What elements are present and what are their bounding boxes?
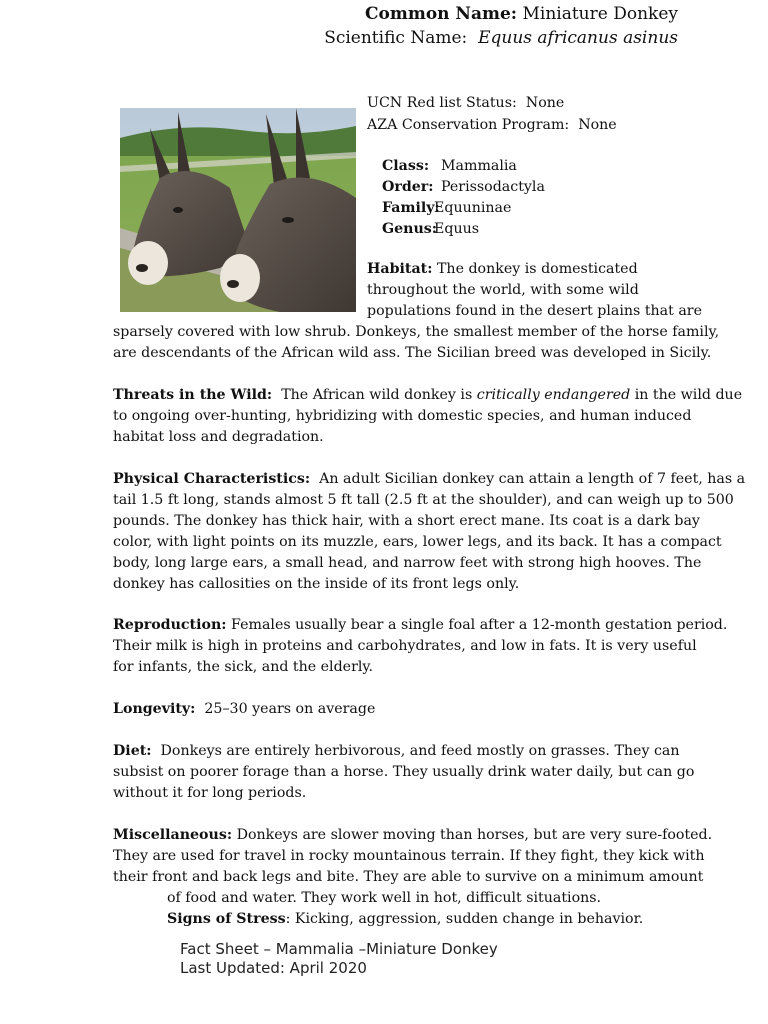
taxonomy-label: Class: (382, 158, 430, 174)
threats-emphasis: critically endangered (476, 387, 631, 403)
longevity-label: Longevity: (113, 701, 196, 717)
misc-section (113, 825, 713, 930)
taxonomy-label: Genus: (382, 221, 437, 237)
scientific-name-line (324, 26, 678, 50)
habitat-line-4: sparsely covered with low shrub. Donkeys, the smallest member of the horse family, (113, 324, 720, 340)
threats-label: Threats in the Wild: (113, 387, 273, 403)
signs-of-stress-label: Signs of Stress (167, 911, 286, 927)
diet-text: Donkeys are entirely herbivorous, and feed mostly on grasses. They can (160, 743, 680, 759)
longevity-value: 25–30 years on average (204, 701, 376, 717)
misc-line: of food and water. They work well in hot, difficult situations. (167, 890, 602, 906)
physical-line: tail 1.5 ft long, stands almost 5 ft tall (2.5 ft at the shoulder), and can weigh up to 500 (113, 492, 734, 508)
taxonomy-value: Perissodactyla (441, 179, 545, 195)
threats-section (113, 385, 743, 448)
common-name-label: Common Name: (364, 4, 518, 24)
misc-label: Miscellaneous: (113, 827, 233, 843)
habitat-label: Habitat: (367, 261, 433, 277)
threats-line: to ongoing over-hunting, hybridizing with domestic species, and human induced (113, 408, 692, 424)
physical-text: An adult Sicilian donkey can attain a length of 7 feet, has a (319, 471, 746, 487)
aza-program-label: AZA Conservation Program: (367, 117, 570, 133)
threats-line: habitat loss and degradation. (113, 429, 324, 445)
diet-line: without it for long periods. (113, 785, 307, 801)
misc-line: They are used for travel in rocky mountainous terrain. If they fight, they kick with (113, 848, 705, 864)
footer-updated: Last Updated: April 2020 (180, 959, 367, 977)
diet-label: Diet: (113, 743, 152, 759)
taxonomy-value: Mammalia (441, 158, 517, 174)
physical-line: donkey has callosities on the inside of its front legs only. (113, 576, 520, 592)
physical-section (113, 469, 746, 595)
taxonomy-row-family (382, 198, 545, 219)
signs-of-stress-text: : Kicking, aggression, sudden change in behavior. (285, 911, 644, 927)
footer-title: Fact Sheet – Mammalia –Miniature Donkey (180, 940, 498, 958)
taxonomy-row-class (382, 156, 545, 177)
longevity-section (113, 699, 683, 720)
common-name-value: Miniature Donkey (522, 4, 678, 24)
scientific-name-label: Scientific Name: (324, 28, 468, 48)
taxonomy-value: Equuninae (434, 200, 512, 216)
common-name-line (365, 2, 678, 26)
threats-text: in the wild due (634, 387, 743, 403)
scientific-name-value: Equus africanus asinus (478, 28, 678, 48)
habitat-line-1 (367, 259, 687, 280)
physical-line: color, with light points on its muzzle, ears, lower legs, and its back. It has a compact (113, 534, 722, 550)
misc-line: their front and back legs and bite. They are able to survive on a minimum amount (113, 869, 704, 885)
reproduction-section (113, 615, 728, 678)
donkeys-photo (120, 108, 356, 312)
habitat-line-2: throughout the world, with some wild (367, 282, 639, 298)
reproduction-line: for infants, the sick, and the elderly. (113, 659, 374, 675)
reproduction-label: Reproduction: (113, 617, 227, 633)
habitat-text: The donkey is domesticated (436, 261, 638, 277)
taxonomy-label: Order: (382, 179, 434, 195)
taxonomy-row-genus (382, 219, 545, 240)
diet-line: subsist on poorer forage than a horse. They usually drink water daily, but can go (113, 764, 695, 780)
reproduction-text: Females usually bear a single foal after a 12-month gestation period. (231, 617, 728, 633)
taxonomy-row-order (382, 177, 545, 198)
ucn-status-line (367, 93, 687, 114)
physical-line: pounds. The donkey has thick hair, with a short erect mane. Its coat is a dark bay (113, 513, 700, 529)
ucn-status-label: UCN Red list Status: (367, 95, 517, 111)
diet-section (113, 741, 695, 804)
aza-program-line (367, 115, 687, 136)
misc-text: Donkeys are slower moving than horses, but are very sure-footed. (236, 827, 713, 843)
physical-line: body, long large ears, a small head, and narrow feet with strong high hooves. The (113, 555, 702, 571)
taxonomy-list (382, 156, 545, 240)
physical-label: Physical Characteristics: (113, 471, 311, 487)
habitat-paragraph-cont (113, 322, 720, 364)
reproduction-line: Their milk is high in proteins and carbohydrates, and low in fats. It is very useful (113, 638, 697, 654)
taxonomy-label: Family: (382, 200, 440, 216)
habitat-line-5: are descendants of the African wild ass. The Sicilian breed was developed in Sicily. (113, 345, 712, 361)
taxonomy-value: Equus (434, 221, 479, 237)
threats-text: The African wild donkey is (281, 387, 473, 403)
signs-of-stress-line (113, 909, 683, 930)
aza-program-value: None (578, 117, 617, 133)
ucn-status-value: None (525, 95, 565, 111)
habitat-line-3: populations found in the desert plains that are (367, 303, 702, 319)
